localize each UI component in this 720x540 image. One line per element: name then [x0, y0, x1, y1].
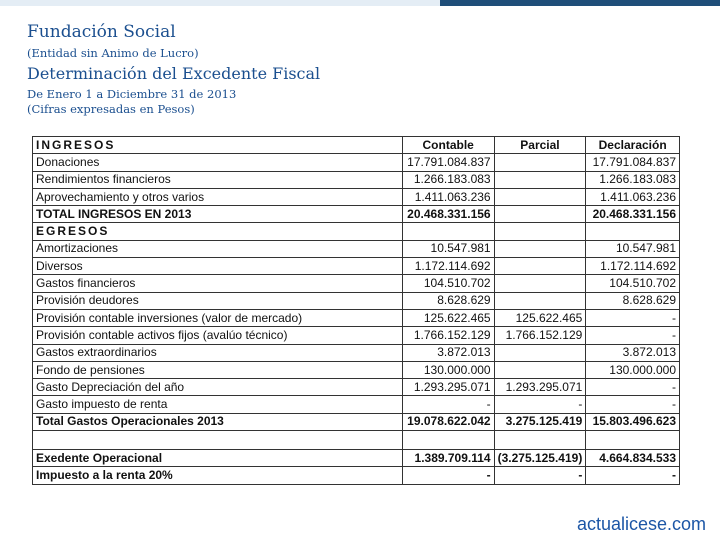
table-row	[33, 258, 680, 275]
financial-table	[32, 136, 680, 485]
subtitle: (Entidad sin Animo de Lucro)	[27, 46, 199, 60]
row-label: Total Gastos Operacionales 2013	[33, 413, 403, 430]
cell-declaracion: -	[586, 467, 680, 484]
table-row	[33, 275, 680, 292]
column-header-contable: Contable	[402, 137, 494, 154]
cell-declaracion: -	[586, 309, 680, 326]
cell-parcial	[494, 171, 586, 188]
column-header-declaracion: Declaración	[586, 137, 680, 154]
row-label: TOTAL INGRESOS EN 2013	[33, 206, 403, 223]
cell-declaracion: 10.547.981	[586, 240, 680, 257]
cell-declaracion: 17.791.084.837	[586, 154, 680, 171]
cell-parcial	[494, 275, 586, 292]
cell-parcial	[494, 361, 586, 378]
table-row	[33, 344, 680, 361]
cell-declaracion: -	[586, 327, 680, 344]
cell-contable: 1.389.709.114	[402, 450, 494, 467]
cell-contable: 1.293.295.071	[402, 379, 494, 396]
spacer-cell	[494, 431, 586, 450]
cell-contable: 10.547.981	[402, 240, 494, 257]
spacer-cell	[402, 431, 494, 450]
section-title: Determinación del Excedente Fiscal	[27, 64, 321, 83]
table-row	[33, 206, 680, 223]
cell-contable: 130.000.000	[402, 361, 494, 378]
row-label: Gastos extraordinarios	[33, 344, 403, 361]
table-row	[33, 379, 680, 396]
cell-parcial: 125.622.465	[494, 309, 586, 326]
cell-declaracion: 130.000.000	[586, 361, 680, 378]
cell-declaracion: 3.872.013	[586, 344, 680, 361]
top-bar-light	[0, 0, 440, 6]
period: De Enero 1 a Diciembre 31 de 2013	[27, 87, 237, 101]
cell-declaracion: 1.266.183.083	[586, 171, 680, 188]
cell-parcial	[494, 292, 586, 309]
top-bar	[0, 0, 720, 6]
cell-declaracion: 8.628.629	[586, 292, 680, 309]
cell-parcial	[494, 154, 586, 171]
cell-parcial: -	[494, 467, 586, 484]
spacer-cell	[33, 431, 403, 450]
row-label: Donaciones	[33, 154, 403, 171]
column-header-parcial: Parcial	[494, 137, 586, 154]
table-row	[33, 413, 680, 430]
row-label: Gastos financieros	[33, 275, 403, 292]
table-row	[33, 467, 680, 484]
cell-contable: 125.622.465	[402, 309, 494, 326]
row-label: Amortizaciones	[33, 240, 403, 257]
table-row	[33, 396, 680, 413]
cell-contable: -	[402, 396, 494, 413]
row-label: Provisión contable activos fijos (avalúo técnico)	[33, 327, 403, 344]
table-row	[33, 188, 680, 205]
table-row	[33, 450, 680, 467]
cell-contable: 3.872.013	[402, 344, 494, 361]
row-label: Fondo de pensiones	[33, 361, 403, 378]
cell-parcial	[494, 344, 586, 361]
cell-contable: 1.411.063.236	[402, 188, 494, 205]
row-label: Diversos	[33, 258, 403, 275]
row-label: EGRESOS	[33, 223, 403, 240]
row-label: Aprovechamiento y otros varios	[33, 188, 403, 205]
cell-declaracion: 15.803.496.623	[586, 413, 680, 430]
cell-parcial: 3.275.125.419	[494, 413, 586, 430]
cell-parcial	[494, 188, 586, 205]
cell-contable: 104.510.702	[402, 275, 494, 292]
cell-parcial: 1.766.152.129	[494, 327, 586, 344]
cell-declaracion: 104.510.702	[586, 275, 680, 292]
cell-declaracion: -	[586, 396, 680, 413]
table-row	[33, 223, 680, 240]
table-row	[33, 171, 680, 188]
row-label: Provisión deudores	[33, 292, 403, 309]
cell-parcial	[494, 223, 586, 240]
cell-declaracion: 1.411.063.236	[586, 188, 680, 205]
table-row	[33, 327, 680, 344]
row-label: Gasto Depreciación del año	[33, 379, 403, 396]
column-header-ingresos: INGRESOS	[33, 137, 403, 154]
spacer-row	[33, 431, 680, 450]
table-row	[33, 361, 680, 378]
cell-contable: 19.078.622.042	[402, 413, 494, 430]
row-label: Impuesto a la renta 20%	[33, 467, 403, 484]
row-label: Gasto impuesto de renta	[33, 396, 403, 413]
cell-contable: 17.791.084.837	[402, 154, 494, 171]
cell-contable: -	[402, 467, 494, 484]
cell-contable: 20.468.331.156	[402, 206, 494, 223]
cell-parcial	[494, 258, 586, 275]
cell-parcial: (3.275.125.419)	[494, 450, 586, 467]
cell-contable: 1.172.114.692	[402, 258, 494, 275]
row-label: Rendimientos financieros	[33, 171, 403, 188]
cell-parcial	[494, 240, 586, 257]
table-row	[33, 292, 680, 309]
units-note: (Cifras expresadas en Pesos)	[27, 102, 195, 116]
cell-declaracion: 1.172.114.692	[586, 258, 680, 275]
cell-contable	[402, 223, 494, 240]
table-row	[33, 154, 680, 171]
cell-contable: 1.266.183.083	[402, 171, 494, 188]
cell-declaracion: 4.664.834.533	[586, 450, 680, 467]
top-bar-dark	[440, 0, 720, 6]
row-label: Exedente Operacional	[33, 450, 403, 467]
cell-parcial: -	[494, 396, 586, 413]
cell-contable: 8.628.629	[402, 292, 494, 309]
cell-parcial	[494, 206, 586, 223]
table-header-row	[33, 137, 680, 154]
brand-logo-text: actualicese.com	[576, 514, 706, 534]
cell-declaracion: 20.468.331.156	[586, 206, 680, 223]
table-row	[33, 309, 680, 326]
cell-declaracion: -	[586, 379, 680, 396]
cell-declaracion	[586, 223, 680, 240]
row-label: Provisión contable inversiones (valor de mercado)	[33, 309, 403, 326]
table-row	[33, 240, 680, 257]
cell-parcial: 1.293.295.071	[494, 379, 586, 396]
spacer-cell	[586, 431, 680, 450]
cell-contable: 1.766.152.129	[402, 327, 494, 344]
title: Fundación Social	[27, 22, 176, 42]
